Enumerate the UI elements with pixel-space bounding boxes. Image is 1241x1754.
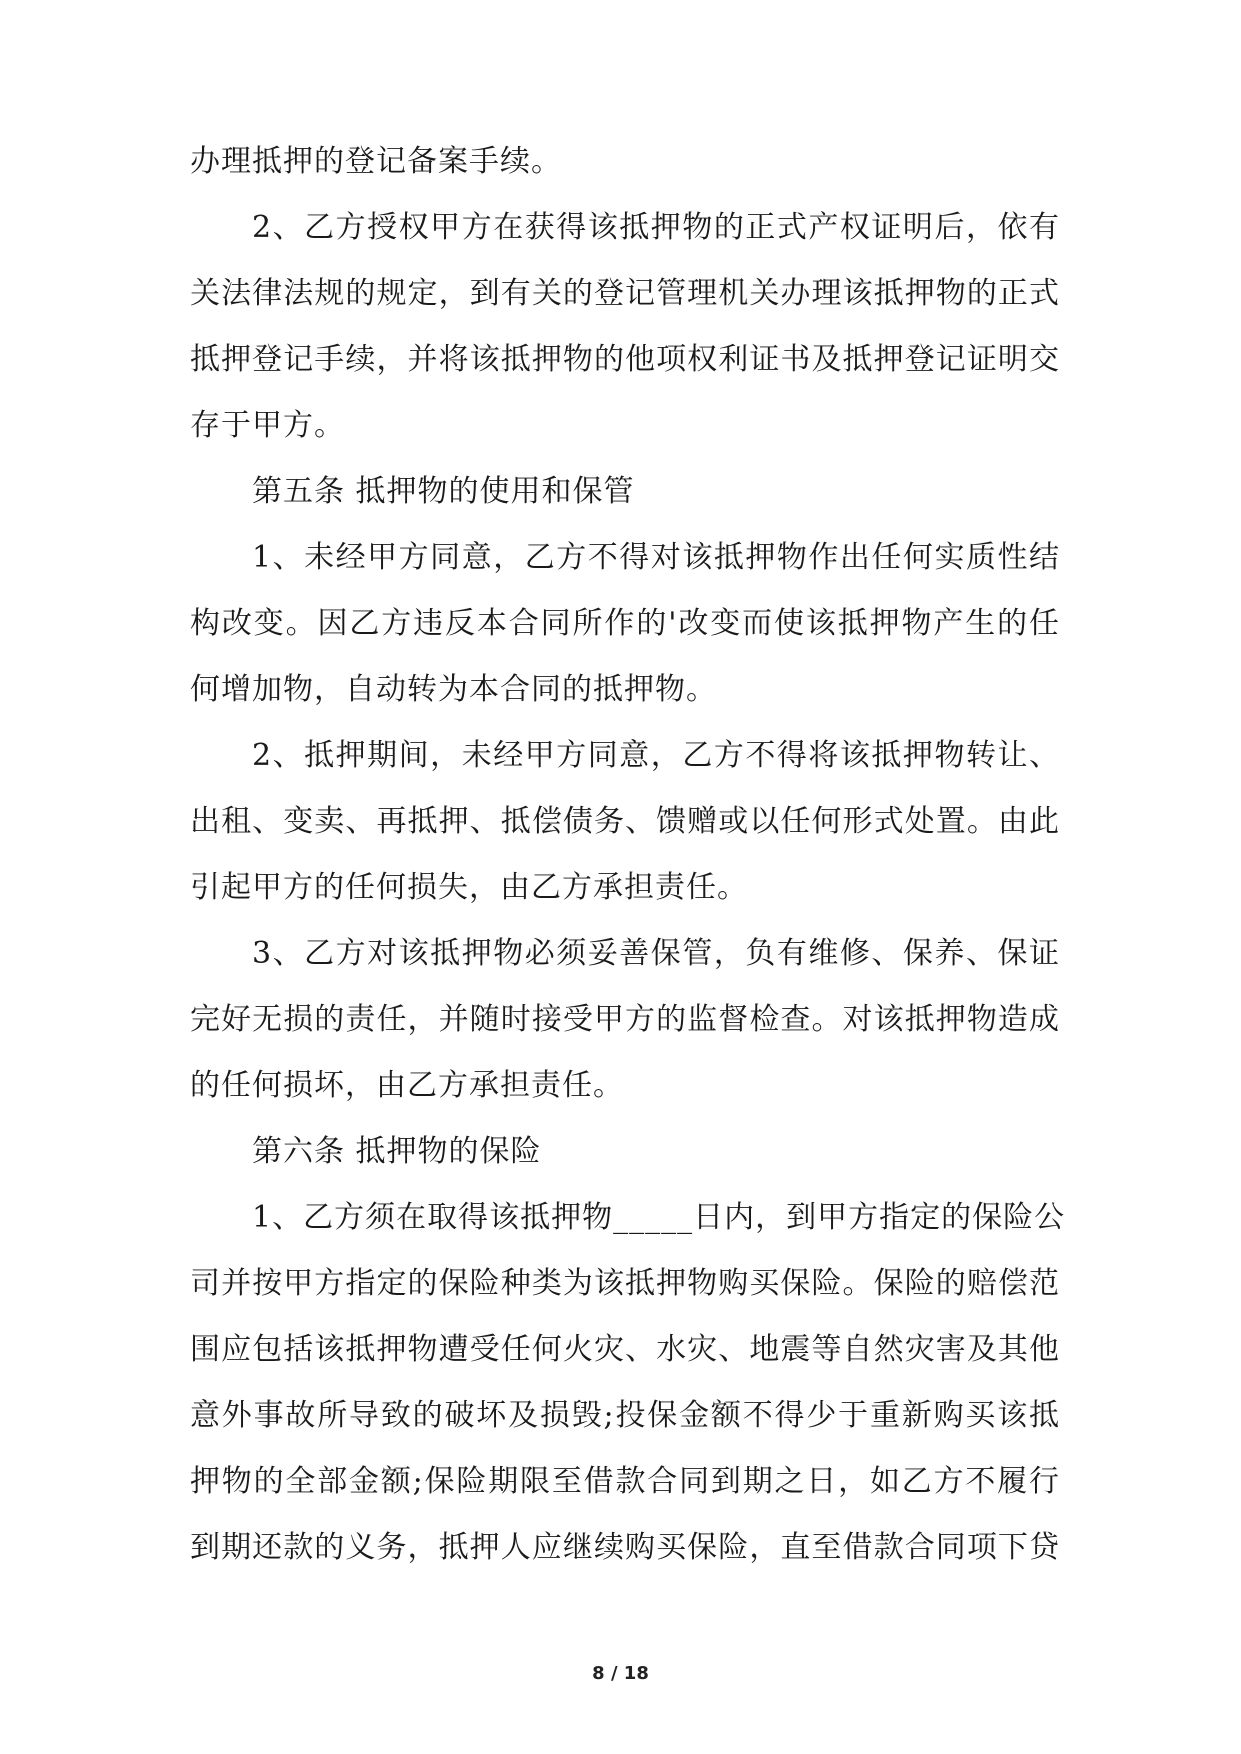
paragraph-line: 关法律法规的规定，到有关的登记管理机关办理该抵押物的正式 [190, 276, 1060, 311]
paragraph-line: 何增加物，自动转为本合同的抵押物。 [190, 672, 717, 707]
paragraph-line: 办理抵押的登记备案手续。 [190, 144, 562, 179]
paragraph-line: 3、乙方对该抵押物必须妥善保管，负有维修、保养、保证 [252, 936, 1060, 971]
paragraph-line: 到期还款的义务，抵押人应继续购买保险，直至借款合同项下贷 [190, 1530, 1060, 1565]
section-heading: 第六条 抵押物的保险 [252, 1134, 542, 1169]
paragraph-line: 出租、变卖、再抵押、抵偿债务、馈赠或以任何形式处置。由此 [190, 804, 1060, 839]
paragraph-line: 抵押登记手续，并将该抵押物的他项权利证书及抵押登记证明交 [190, 342, 1060, 377]
paragraph-line: 完好无损的责任，并随时接受甲方的监督检查。对该抵押物造成 [190, 1002, 1060, 1037]
paragraph-line: 2、乙方授权甲方在获得该抵押物的正式产权证明后，依有 [252, 210, 1060, 245]
paragraph-line: 押物的全部金额;保险期限至借款合同到期之日，如乙方不履行 [190, 1464, 1060, 1499]
paragraph-line: 意外事故所导致的破坏及损毁;投保金额不得少于重新购买该抵 [190, 1398, 1060, 1433]
paragraph-line: 构改变。因乙方违反本合同所作的'改变而使该抵押物产生的任 [190, 606, 1060, 641]
paragraph-line: 引起甲方的任何损失，由乙方承担责任。 [190, 870, 748, 905]
paragraph-line: 2、抵押期间，未经甲方同意，乙方不得将该抵押物转让、 [252, 738, 1060, 773]
paragraph-line: 的任何损坏，由乙方承担责任。 [190, 1068, 624, 1103]
paragraph-line: 1、乙方须在取得该抵押物_____日内，到甲方指定的保险公 [252, 1200, 1066, 1235]
paragraph-line: 1、未经甲方同意，乙方不得对该抵押物作出任何实质性结 [252, 540, 1060, 575]
paragraph-line: 围应包括该抵押物遭受任何火灾、水灾、地震等自然灾害及其他 [190, 1332, 1060, 1367]
paragraph-line: 司并按甲方指定的保险种类为该抵押物购买保险。保险的赔偿范 [190, 1266, 1060, 1301]
section-heading: 第五条 抵押物的使用和保管 [252, 474, 635, 509]
page-number: 8 / 18 [592, 1663, 649, 1684]
paragraph-line: 存于甲方。 [190, 408, 345, 443]
